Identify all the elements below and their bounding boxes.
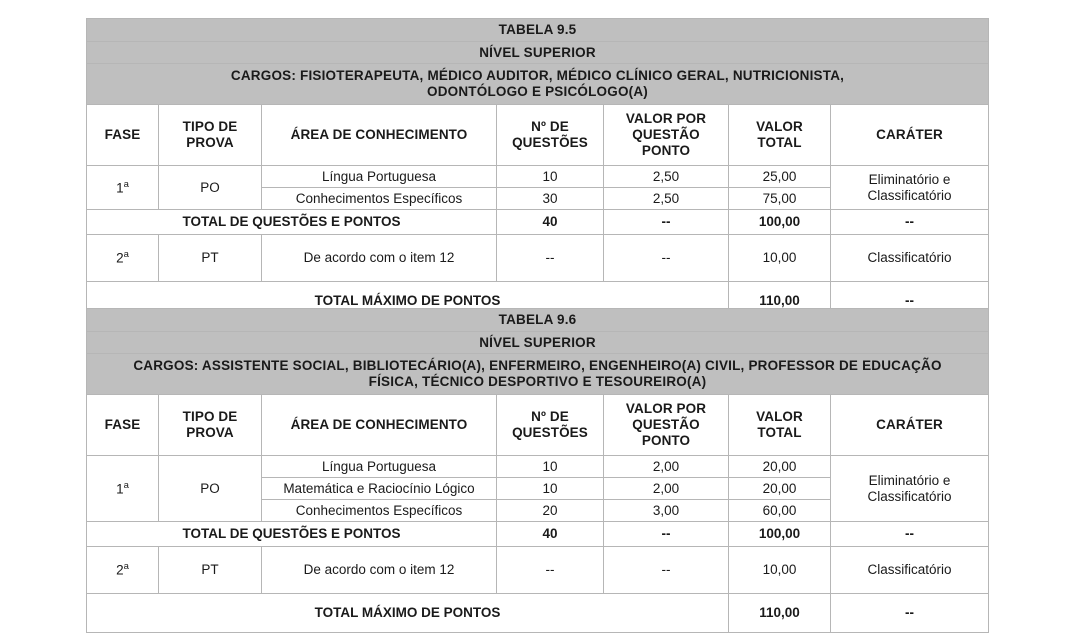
table-96-subtotal-questoes: 40 [497,522,604,547]
table-95-carater1-line1: Eliminatório e [868,171,951,187]
table-95-fase1-number: 1 [116,180,124,196]
table-95-level-row [87,42,989,64]
table-96-subtotal-valor-total: 100,00 [729,522,831,547]
tabela-9-5-container [86,18,988,321]
table-95-grand-total-valor: 110,00 [729,282,831,321]
column-header-valor-total-line2: TOTAL [757,425,802,440]
table-95-questoes-0: 10 [497,166,604,188]
column-header-tipo-prova-line2: PROVA [186,425,234,440]
table-96-level: NÍVEL SUPERIOR [87,332,989,354]
column-header-valor-total-line2: TOTAL [757,135,802,150]
table-95-fase2 [87,235,159,282]
table-95-level: NÍVEL SUPERIOR [87,42,989,64]
table-95-cargos-row [87,64,989,105]
column-header-fase: FASE [87,395,159,456]
tabela-9-6 [86,308,989,633]
table-96-questoes-0: 10 [497,456,604,478]
column-header-area: ÁREA DE CONHECIMENTO [262,105,497,166]
column-header-valor-questao [604,105,729,166]
table-96-grand-total-carater: -- [831,594,989,633]
table-96-fase1 [87,456,159,522]
table-95-questoes2: -- [497,235,604,282]
table-96-fase2-number: 2 [116,562,124,578]
table-96-fase2-ordinal: a [123,561,129,573]
table-row [87,235,989,282]
table-row [87,456,989,478]
table-95-fase2-ordinal: a [123,249,129,261]
table-96-questoes-1: 10 [497,478,604,500]
column-header-num-questoes [497,395,604,456]
table-96-level-row [87,332,989,354]
column-header-num-questoes-line1: Nº DE [531,119,569,135]
column-header-tipo-prova [159,395,262,456]
column-header-tipo-prova-line1: TIPO DE [182,119,238,135]
table-95-grand-total-carater: -- [831,282,989,321]
table-95-valor-total-0: 25,00 [729,166,831,188]
column-header-valor-questao-line1: VALOR POR [625,111,707,127]
column-header-valor-total-line1: VALOR [756,409,803,425]
table-96-fase1-number: 1 [116,481,124,497]
table-96-subtotal-carater: -- [831,522,989,547]
table-95-tipo1: PO [159,166,262,210]
table-95-grand-total-label: TOTAL MÁXIMO DE PONTOS [87,282,729,321]
column-header-carater: CARÁTER [831,105,989,166]
table-96-valor-questao-2: 3,00 [604,500,729,522]
table-95-area-0: Língua Portuguesa [262,166,497,188]
table-96-area-1: Matemática e Raciocínio Lógico [262,478,497,500]
table-95-tipo2: PT [159,235,262,282]
table-95-subtotal-carater: -- [831,210,989,235]
table-95-title-row [87,19,989,42]
table-row [87,547,989,594]
tabela-9-6-container [86,308,988,633]
table-96-area-2: Conhecimentos Específicos [262,500,497,522]
table-95-subtotal-valor-total: 100,00 [729,210,831,235]
table-96-cargos-line1: CARGOS: ASSISTENTE SOCIAL, BIBLIOTECÁRIO(A), ENFERMEIRO, ENGENHEIRO(A) CIVIL, PROFESSOR DE EDUCAÇÃO [133,358,942,374]
table-96-valor-questao2: -- [604,547,729,594]
column-header-valor-questao-line2: QUESTÃO [632,417,700,433]
table-95-cargos-line2: ODONTÓLOGO E PSICÓLOGO(A) [427,84,648,99]
table-95-subtotal-label: TOTAL DE QUESTÕES E PONTOS [87,210,497,235]
column-header-num-questoes-line2: QUESTÕES [512,425,588,440]
column-header-valor-total [729,105,831,166]
table-95-fase1-ordinal: a [123,178,129,190]
table-96-title-row [87,309,989,332]
table-95-valor-questao2: -- [604,235,729,282]
table-95-valor-total-1: 75,00 [729,188,831,210]
column-header-num-questoes-line1: Nº DE [531,409,569,425]
table-95-valor-questao-1: 2,50 [604,188,729,210]
table-96-valor-total-2: 60,00 [729,500,831,522]
tabela-9-5 [86,18,989,321]
table-96-title: TABELA 9.6 [87,309,989,332]
table-95-valor-total2: 10,00 [729,235,831,282]
column-header-valor-total [729,395,831,456]
table-95-area-1: Conhecimentos Específicos [262,188,497,210]
column-header-valor-questao-line3: PONTO [641,142,691,158]
column-header-num-questoes-line2: QUESTÕES [512,135,588,150]
table-96-tipo2: PT [159,547,262,594]
table-95-valor-questao-0: 2,50 [604,166,729,188]
table-96-questoes-2: 20 [497,500,604,522]
column-header-tipo-prova-line2: PROVA [186,135,234,150]
table-95-area2: De acordo com o item 12 [262,235,497,282]
table-96-carater1-line2: Classificatório [867,488,952,504]
table-96-area2: De acordo com o item 12 [262,547,497,594]
table-95-cargos [87,64,989,105]
column-header-carater: CARÁTER [831,395,989,456]
column-header-num-questoes [497,105,604,166]
table-96-cargos-line2: FÍSICA, TÉCNICO DESPORTIVO E TESOUREIRO(A) [368,374,707,389]
table-95-questoes-1: 30 [497,188,604,210]
table-95-subtotal-questoes: 40 [497,210,604,235]
table-96-grand-total-label: TOTAL MÁXIMO DE PONTOS [87,594,729,633]
table-96-grand-total-valor: 110,00 [729,594,831,633]
table-96-fase2 [87,547,159,594]
table-95-subtotal-row [87,210,989,235]
table-95-carater1-line2: Classificatório [867,187,952,203]
table-95-title: TABELA 9.5 [87,19,989,42]
table-96-questoes2: -- [497,547,604,594]
table-96-valor-questao-1: 2,00 [604,478,729,500]
table-96-valor-total-0: 20,00 [729,456,831,478]
column-header-tipo-prova-line1: TIPO DE [182,409,238,425]
table-96-fase1-ordinal: a [123,479,129,491]
table-95-carater1 [831,166,989,210]
table-96-carater1-line1: Eliminatório e [868,472,951,488]
column-header-tipo-prova [159,105,262,166]
table-95-subtotal-valor-questao: -- [604,210,729,235]
table-96-subtotal-valor-questao: -- [604,522,729,547]
table-96-carater1 [831,456,989,522]
column-header-valor-questao-line1: VALOR POR [625,401,707,417]
table-row [87,166,989,188]
column-header-area: ÁREA DE CONHECIMENTO [262,395,497,456]
table-96-cargos-row [87,354,989,395]
table-96-valor-total-1: 20,00 [729,478,831,500]
table-95-fase2-number: 2 [116,250,124,266]
table-96-tipo1: PO [159,456,262,522]
column-header-fase: FASE [87,105,159,166]
column-header-valor-total-line1: VALOR [756,119,803,135]
table-96-column-header-row [87,395,989,456]
table-96-area-0: Língua Portuguesa [262,456,497,478]
column-header-valor-questao-line3: PONTO [641,432,691,448]
table-96-valor-questao-0: 2,00 [604,456,729,478]
table-96-subtotal-label: TOTAL DE QUESTÕES E PONTOS [87,522,497,547]
table-95-cargos-line1: CARGOS: FISIOTERAPEUTA, MÉDICO AUDITOR, MÉDICO CLÍNICO GERAL, NUTRICIONISTA, [230,68,845,84]
table-95-carater2: Classificatório [831,235,989,282]
column-header-valor-questao [604,395,729,456]
table-96-carater2: Classificatório [831,547,989,594]
table-95-fase1 [87,166,159,210]
table-95-column-header-row [87,105,989,166]
table-96-valor-total2: 10,00 [729,547,831,594]
table-96-cargos [87,354,989,395]
table-96-subtotal-row [87,522,989,547]
column-header-valor-questao-line2: QUESTÃO [632,127,700,143]
